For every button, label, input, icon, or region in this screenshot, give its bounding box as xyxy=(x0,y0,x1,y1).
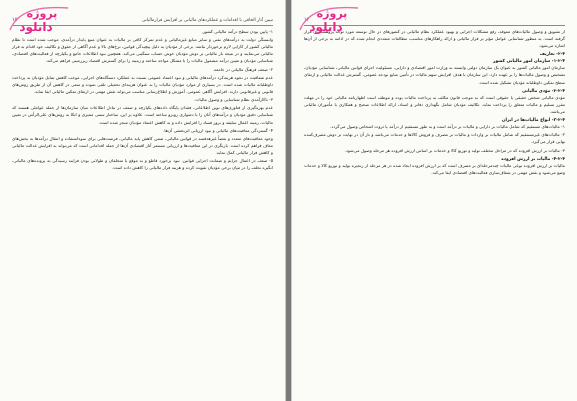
page-number: ۱۵ xyxy=(12,17,18,23)
left-page-body xyxy=(12,29,273,172)
paragraph: مؤدی مالیاتی شخص حقیقی یا حقوقی است که به موجب قانون مکلف به پرداخت مالیات بوده و موظف است اظهارنامه مالیاتی خود را در مهلت مقرر تسلیم و مالیات متعلق را پرداخت نماید. تکالیف مؤدیان شامل نگهداری دفاتر و اسناد، ارائه اطلاعات صحیح و همکاری با مأموران مالیاتی می‌باشد. xyxy=(304,95,565,115)
section-heading: ۴-۲-۴- مالیات بر ارزش افزوده xyxy=(501,156,565,162)
paragraph: ۱- پایین بودن سطح درآمد مالیاتی کشور. xyxy=(201,30,273,35)
page-number: ۱۴ xyxy=(304,17,310,23)
paragraph: ۴- گستردگی معافیت‌های مالیاتی و نبود ارزیابی اثربخشی آن‌ها. xyxy=(163,128,273,134)
svg-text:دانلود: دانلود xyxy=(19,20,53,34)
paragraph: ۵- ضعف در اعمال جرایم و ضمانت اجرایی قوانین. نبود برخورد قاطع و به موقع با متخلفان و طولانی بودن فرایند رسیدگی به پرونده‌های مالیاتی، انگیزه تخلف را در میان برخی مؤدیان تقویت کرده و هزینه فرار مالیاتی را کاهش داده است. xyxy=(12,159,273,172)
svg-text:پروژه: پروژه xyxy=(26,7,58,20)
page-footer xyxy=(0,397,285,399)
paragraph: ۲- ضعف فرهنگ مالیاتی در جامعه. xyxy=(212,67,273,73)
paragraph: از تشویق و وصول مالیات‌های معوقه، رفع مشکلات اجرایی و بهبود عملکرد نظام مالیاتی در کشورهای در حال توسعه مورد توجه پژوهشگران قرار گرفته است. به منظور شناسایی عوامل مؤثر بر فرار مالیاتی و ارائه راهکارهای مناسب، مطالعات متعددی انجام شده که در ادامه به برخی از آن‌ها اشاره می‌شود. xyxy=(304,30,565,50)
left-page xyxy=(0,0,286,401)
section-heading: ۲-۲-۴- مؤدی مالیاتی xyxy=(522,88,565,94)
svg-text:دانلود: دانلود xyxy=(309,20,343,34)
logo-graphic xyxy=(6,2,72,36)
site-logo[interactable] xyxy=(6,2,72,36)
site-logo[interactable] xyxy=(296,2,362,36)
paragraph: عدم شفافیت در نحوه هزینه‌کرد درآمدهای مالیاتی و نبود اعتماد عمومی نسبت به عملکرد دستگاه‌های اجرایی، موجب کاهش تمایل مؤدیان به پرداخت داوطلبانه مالیات شده است. در بسیاری از موارد مؤدیان مالیات را به عنوان هزینه‌ای تحمیلی تلقی نموده و سعی در کاهش آن از طریق روش‌های قانونی و غیرقانونی دارند. افزایش آگاهی عمومی، آموزش و اطلاع‌رسانی مناسب می‌تواند نقش مهمی در ارتقای تمکین مالیاتی ایفا نماید. xyxy=(12,75,273,95)
right-page xyxy=(291,0,577,401)
paragraph: وابستگی دولت به درآمدهای نفتی و سایر منابع غیرمالیاتی و عدم تمرکز کافی بر مالیات به عنوان منبع پایدار درآمدی، موجب شده است تا نظام مالیاتی کشور از کارایی لازم برخوردار نباشد. برخی از مؤدیان به دلیل پیچیدگی قوانین، نرخ‌های بالا و عدم آگاهی از حقوق و تکالیف خود اقدام به فرار مالیاتی می‌نمایند و در نتیجه بار مالیاتی بر دوش مؤدیان خوش حساب سنگینی می‌کند. همچنین نبود اطلاعات جامع و یکپارچه از فعالیت‌های اقتصادی، شناسایی مؤدیان و تعیین درآمد مشمول مالیات را با مشکل مواجه ساخته و زمینه را برای گسترش اقتصاد زیرزمینی فراهم می‌کند. xyxy=(12,38,273,65)
paragraph: ۳- مالیات بر ارزش افزوده که در مراحل مختلف تولید و توزیع کالا و خدمات بر اساس ارزش افزوده هر مرحله وصول می‌شود. xyxy=(344,148,565,154)
paragraph: مالیات بر ارزش افزوده نوعی مالیات چندمرحله‌ای بر مصرف است که بر ارزش افزوده ایجاد شده در هر مرحله از زنجیره تولید و توزیع کالا و خدمات وضع می‌شود و نقش مهمی در شفاف‌سازی فعالیت‌های اقتصادی ایفا می‌کند. xyxy=(304,163,565,177)
paragraph: سازمان امور مالیاتی کشور به عنوان یک سازمان دولتی وابسته به وزارت امور اقتصادی و دارایی، مسئولیت اجرای قوانین مالیاتی، شناسایی مؤدیان، تشخیص و وصول مالیات‌ها را بر عهده دارد. این سازمان با هدف افزایش سهم مالیات در تأمین منابع بودجه عمومی، گسترش عدالت مالیاتی و ارتقای سطح تمکین داوطلبانه مؤدیان تشکیل شده است. xyxy=(304,66,565,86)
right-page-body xyxy=(304,29,565,177)
paragraph: ۲- مالیات‌های غیرمستقیم که شامل مالیات بر واردات و مالیات بر مصرف و فروش کالاها و خدمات می‌باشد و بار آن در نهایت بر دوش مصرف‌کننده نهایی قرار می‌گیرد. xyxy=(304,133,565,146)
paragraph: ۱- مالیات‌های مستقیم که شامل مالیات بر دارایی و مالیات بر درآمد است و به طور مستقیم از درآمد یا ثروت اشخاص وصول می‌گردد. xyxy=(330,125,565,131)
paragraph: عدم بهره‌گیری از فناوری‌های نوین اطلاعاتی، فقدان پایگاه داده‌های یکپارچه و ضعف در تبادل اطلاعات میان سازمان‌ها از جمله عواملی هستند که شناسایی دقیق مؤدیان و درآمدهای آنان را با دشواری روبرو ساخته است. علاوه بر این، ساختار سنتی ممیزی و اتکا به روش‌های علی‌الرأس در تعیین مالیات، زمینه اعمال سلیقه و بروز فساد را افزایش داده و به کاهش اعتماد مؤدیان منجر شده است. xyxy=(12,106,273,126)
section-heading: ۱-۲-۴- سازمان امور مالیاتی کشور xyxy=(492,59,565,65)
running-head: تبیین آثار الحاقی با اقدامات و عملکردهای مالیاتی بر افزایش فرارمالیاتی xyxy=(141,17,273,23)
section-heading: ۲-۴- تعاریف xyxy=(539,52,565,58)
page-footer xyxy=(292,397,577,399)
paragraph: ۳- ناکارآمدی نظام شناسایی و وصول مالیات. xyxy=(194,98,273,104)
logo-graphic xyxy=(296,2,362,36)
section-heading: ۳-۲-۴- انواع مالیات‌ها در ایران xyxy=(501,118,565,124)
paragraph: وجود معافیت‌های متعدد و بعضاً غیرهدفمند در قوانین مالیاتی، ضمن کاهش پایه مالیاتی، فرصت‌هایی برای سوءاستفاده و انتقال درآمدها به بخش‌های معاف فراهم کرده است. بازنگری در این معافیت‌ها و ارزیابی مستمر آثار اقتصادی آن‌ها از جمله اقداماتی است که می‌تواند به افزایش عدالت مالیاتی و کاهش فرار مالیاتی کمک نماید. xyxy=(12,136,273,157)
svg-text:پروژه: پروژه xyxy=(316,7,348,20)
